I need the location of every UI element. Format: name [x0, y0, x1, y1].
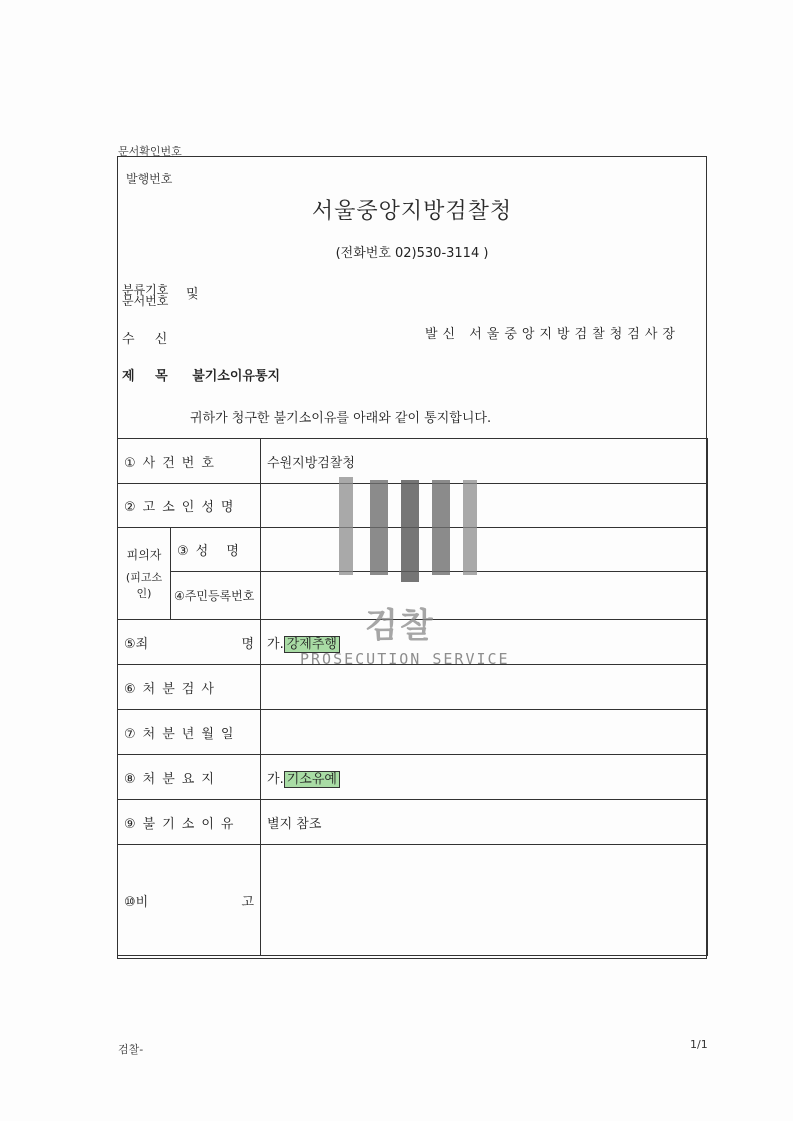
disposition-label: ⑧처분요지: [118, 755, 261, 800]
agency-phone: (전화번호 02)530-3114 ): [335, 246, 489, 261]
notice-text: 귀하가 청구한 불기소이유를 아래와 같이 통지합니다.: [190, 411, 492, 426]
prosecutor-value: [261, 665, 708, 710]
crime-prefix: 가.: [267, 636, 284, 652]
sender-line: 발신 서울중앙지방검찰청검사장: [425, 327, 680, 342]
remarks-label: ⑩비 고: [118, 845, 261, 956]
case-number-value: 수원지방검찰청: [261, 439, 708, 484]
document-confirm-number-label: 문서확인번호: [118, 145, 182, 158]
seal-watermark-text: 검찰: [365, 606, 435, 646]
subject-line: [122, 365, 280, 384]
table-row-disposition: [118, 755, 708, 800]
table-row-remarks: [118, 845, 708, 956]
complainant-label: ②고소인성명: [118, 484, 261, 528]
suspect-rrn-label: ④주민등록번호: [171, 572, 261, 620]
disposition-date-label: ⑦처분년월일: [118, 710, 261, 755]
suspect-label-cell: [118, 528, 171, 620]
classification-and-label: 및: [186, 287, 199, 302]
issue-number-label: 발행번호: [126, 172, 173, 186]
reason-label: ⑨불기소이유: [118, 800, 261, 845]
seal-watermark-service: PROSECUTION SERVICE: [300, 650, 510, 668]
reason-value: 별지 참조: [261, 800, 708, 845]
agency-name: 서울중앙지방검찰청: [311, 199, 513, 224]
subject-value: 불기소이유통지: [192, 369, 281, 384]
suspect-name-label: ③성 명: [171, 528, 261, 572]
page-number: 1/1: [690, 1038, 708, 1051]
footer-left-text: 검찰-: [118, 1043, 144, 1056]
classification-code-label: 분류기호 문서번호: [122, 283, 169, 308]
table-row-reason: [118, 800, 708, 845]
disposition-date-value: [261, 710, 708, 755]
recipient-label: 수 신: [122, 332, 176, 347]
suspect-label: 피의자: [126, 548, 162, 562]
prosecutor-label: ⑥처분검사: [118, 665, 261, 710]
disposition-prefix: 가.: [267, 771, 284, 787]
case-number-label: ①사건번호: [118, 439, 261, 484]
subject-label: 제 목: [122, 369, 176, 384]
table-row-disposition-date: [118, 710, 708, 755]
table-row-prosecutor: [118, 665, 708, 710]
disposition-value-highlight: 기소유예: [284, 771, 340, 788]
crime-value-highlight: 강제추행: [284, 636, 340, 653]
prosecution-seal-logo: [335, 472, 485, 582]
remarks-value: [261, 845, 708, 956]
suspect-sub-label: (피고소인): [125, 571, 163, 600]
crime-label: ⑤죄 명: [118, 620, 261, 665]
disposition-value-cell: [261, 755, 708, 800]
